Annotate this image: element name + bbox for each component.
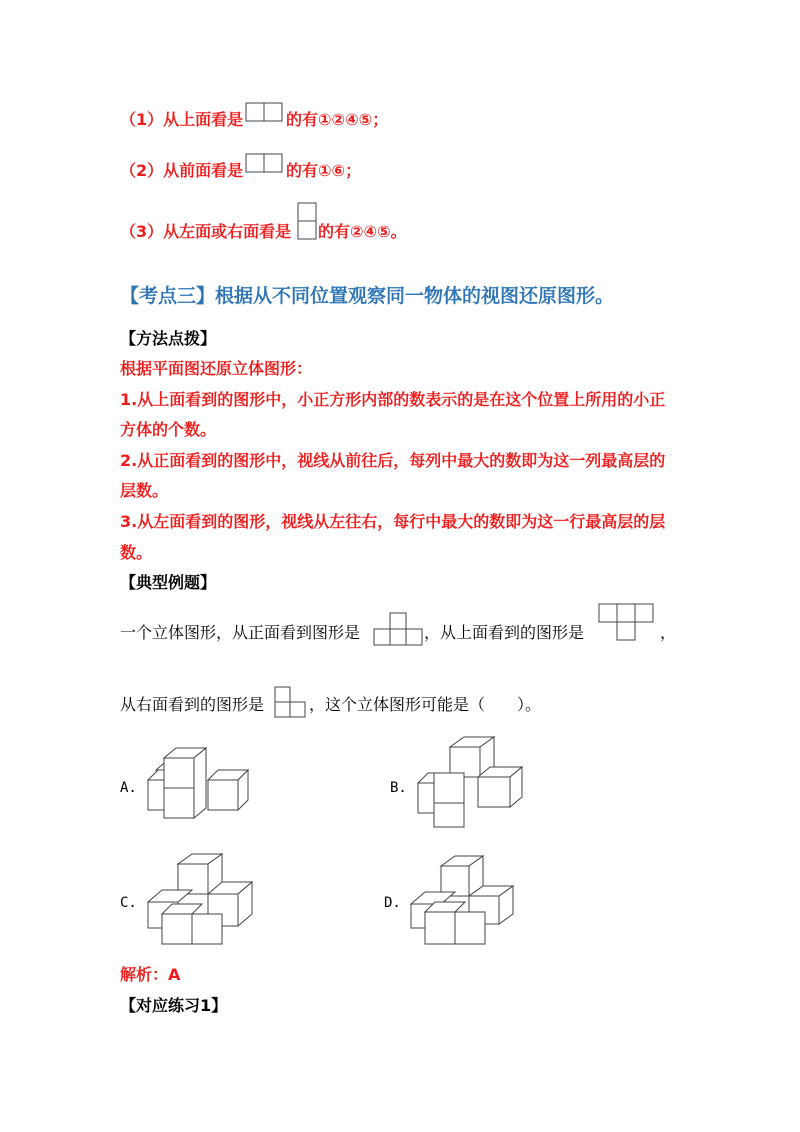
option-c-label[interactable]: C. bbox=[120, 895, 137, 911]
example-line-2a: 从右面看到的图形是 bbox=[120, 695, 265, 714]
method-intro: 根据平面图还原立体图形： bbox=[120, 359, 313, 378]
two-squares-horizontal-icon bbox=[245, 153, 285, 173]
method-title: 【方法点拨】 bbox=[120, 329, 217, 348]
section-heading: 【考点三】根据从不同位置观察同一物体的视图还原图形。 bbox=[120, 285, 615, 307]
right-view-icon bbox=[274, 685, 308, 719]
two-squares-vertical-icon bbox=[297, 202, 317, 242]
view-line-1-suffix: 的有①②④⑤； bbox=[286, 110, 389, 129]
option-d-figure[interactable] bbox=[405, 852, 535, 947]
practice-title: 【对应练习1】 bbox=[120, 996, 228, 1015]
example-title: 【典型例题】 bbox=[120, 573, 217, 592]
example-line-1b: ，从上面看到的图形是 bbox=[424, 623, 585, 642]
view-line-1-prefix: （1）从上面看是 bbox=[120, 110, 244, 129]
view-line-2 bbox=[120, 161, 243, 181]
view-line-3-prefix: （3）从左面或右面看是 bbox=[120, 222, 292, 241]
option-a-figure[interactable] bbox=[140, 740, 270, 835]
example-line-1a: 一个立体图形，从正面看到图形是 bbox=[120, 623, 361, 642]
view-line-3 bbox=[120, 222, 291, 242]
top-view-icon bbox=[597, 602, 657, 644]
method-line-2: 方体的个数。 bbox=[120, 420, 217, 439]
two-squares-horizontal-icon bbox=[245, 102, 285, 122]
view-line-1 bbox=[120, 110, 243, 130]
option-d-label[interactable]: D. bbox=[384, 895, 401, 911]
front-view-icon bbox=[373, 612, 427, 646]
view-line-2-suffix: 的有①⑥； bbox=[286, 161, 362, 180]
option-b-figure[interactable] bbox=[410, 735, 540, 830]
method-line-3: 2.从正面看到的图形中，视线从前往后，每列中最大的数即为这一列最高层的 bbox=[120, 451, 666, 470]
option-b-label[interactable]: B. bbox=[390, 780, 407, 796]
method-line-4: 层数。 bbox=[120, 481, 169, 500]
option-c-figure[interactable] bbox=[140, 852, 270, 947]
view-line-3-suffix: 的有②④⑤。 bbox=[318, 222, 407, 241]
method-line-5: 3.从左面看到的图形，视线从左往右，每行中最大的数即为这一行最高层的层 bbox=[120, 512, 666, 531]
analysis: 解析：A bbox=[120, 965, 181, 984]
method-line-6: 数。 bbox=[120, 543, 153, 562]
view-line-2-prefix: （2）从前面看是 bbox=[120, 161, 244, 180]
method-line-1: 1.从上面看到的图形中，小正方形内部的数表示的是在这个位置上所用的小正 bbox=[120, 390, 666, 409]
example-line-1c: ， bbox=[660, 623, 677, 642]
example-line-2b: ，这个立体图形可能是（ ）。 bbox=[309, 695, 542, 714]
option-a-label[interactable]: A. bbox=[120, 780, 137, 796]
